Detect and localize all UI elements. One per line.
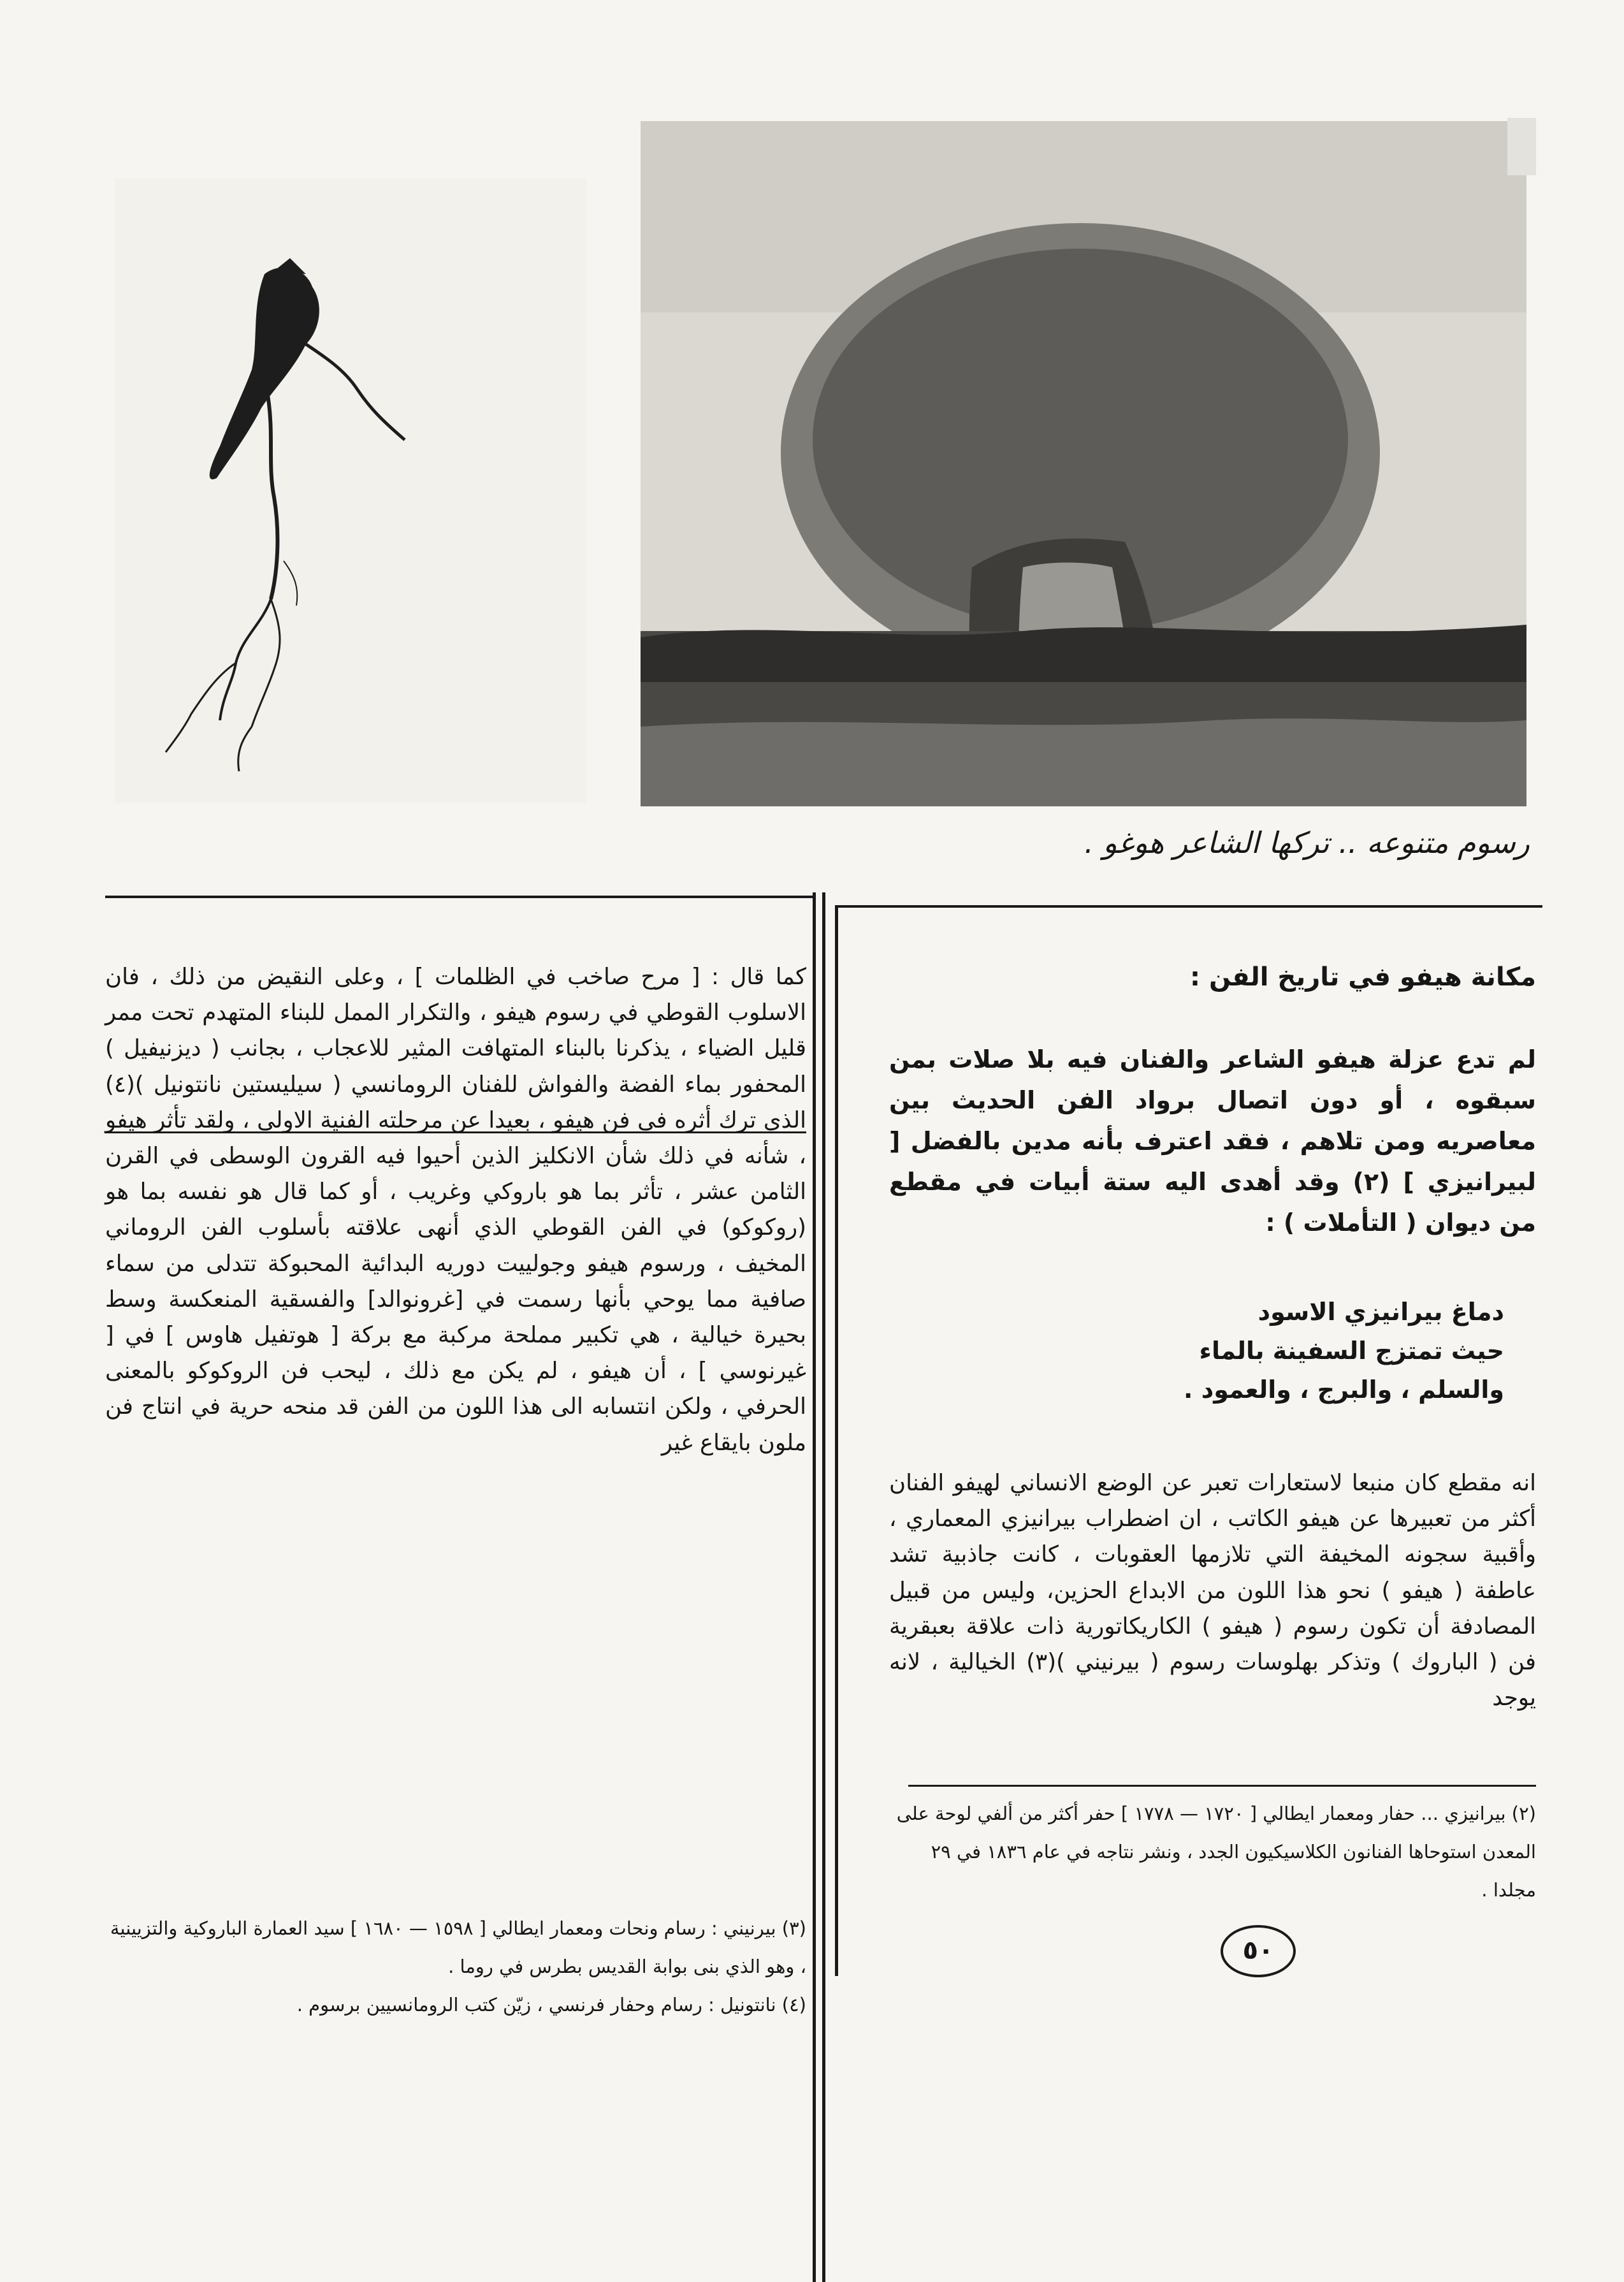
footnote-3: (٣) بيرنيني : رسام ونحات ومعمار ايطالي [ ١٥٩٨ — ١٦٨٠ ] سيد العمارة الباروكية والتزيينية ، وهو الذي بنى بوابة القديس بطرس في روما . xyxy=(110,1917,806,1977)
left-footnotes xyxy=(105,1909,806,2024)
section-heading: مكانة هيفو في تاريخ الفن : xyxy=(1190,963,1536,992)
verse-line-1: دماغ بيرانيزي الاسود xyxy=(1258,1298,1504,1326)
left-column-text xyxy=(105,959,806,1724)
footnote-4: (٤) نانتونيل : رسام وحفار فرنسي ، زيّن كتب الرومانسيين برسوم . xyxy=(296,1994,806,2016)
illustration-figure-left xyxy=(115,178,586,803)
figure-caption: رسوم متنوعه .. تركها الشاعر هوغو . xyxy=(1084,825,1530,860)
frame-top-left-rule xyxy=(105,896,813,898)
right-paragraph: انه مقطع كان منبعا لاستعارات تعبر عن الوضع الانساني لهيفو الفنان أكثر من تعبيرها عن هيفو الكاتب ، ان اضطراب بيرانيزي المعماري ، وأقبية سجونه المخيفة التي تلازمها العقوبات ، كانت جاذبية تشد عاطفة ( هيفو ) نحو هذا اللون من الابداع الحزين، وليس من قبيل المصادفة أن تكون رسوم ( هيفو ) الكاريكاتورية ذات علاقة بعبقرية فن ( الباروك ) وتذكر بهلوسات رسوم ( بيرنيني )(٣) الخيالية ، لانه يوجد xyxy=(889,1470,1536,1712)
right-footnote xyxy=(889,1794,1536,1909)
verse-line-3: والسلم ، والبرج ، والعمود . xyxy=(1184,1376,1504,1404)
left-paragraph: كما قال : [ مرح صاخب في الظلمات ] ، وعلى النقيض من ذلك ، فان الاسلوب القوطي في رسوم هيفو ، والتكرار الممل للبناء المتهدم تحت ممر قليل الضياء ، يذكرنا بالبناء المتهافت المثير للاعجاب ، بجانب ( ديزنيفيل ) المحفور بماء الفضة والفواش للفنان الرومانسي ( سيليستين نانتونيل )(٤) الذي ترك أثره في فن هيفو ، بعيدا عن مرحلته الفنية الاولى ، ولقد تأثر هيفو ، شأنه في ذلك شأن الانكليز الذين أحيوا فيه القرون الوسطى في القرن الثامن عشر ، تأثر بما هو باروكي وغريب ، أو كما قال هو نفسه بما هو (روكوكو) في الفن القوطي الذي أنهى علاقته بأسلوب الفن الروماني المخيف ، ورسوم هيفو وجولييت دوريه البدائية المحبوكة تتدلى من سماء صافية مما يوحي بأنها رسمت في [غرونوالد] والفسقية المنعكسة وسط بحيرة خيالية ، هي تكبير مملحة مركبة مع بركة [ هوتفيل هاوس ] في [ غيرنوسي ] ، أن هيفو ، لم يكن مع ذلك ، ليحب فن الروكوكو بالمعنى الحرفي ، ولكن انتسابه الى هذا اللون من الفن قد منحه حرية في انتاج فن ملون بايقاع غير xyxy=(105,964,806,1456)
footnote-separator-right xyxy=(908,1785,1536,1787)
right-column-text xyxy=(889,963,1536,1716)
verse-line-2: حيث تمتزج السفينة بالماء xyxy=(1199,1337,1504,1365)
ink-painting xyxy=(641,121,1526,806)
verse-block xyxy=(889,1293,1536,1409)
frame-right-vertical xyxy=(835,905,838,1976)
illustration-painting-right xyxy=(641,121,1526,806)
frame-left-vertical xyxy=(813,892,816,2282)
footnote-2: (٢) بيرانيزي ... حفار ومعمار ايطالي [ ١٧٢٠ — ١٧٧٨ ] حفر أكثر من ألفي لوحة على المعدن استوحاها الفنانون الكلاسيكيون الجدد ، ونشر نتاجه في عام ١٨٣٦ في ٢٩ مجلدا . xyxy=(896,1803,1536,1901)
bold-intro-paragraph: لم تدع عزلة هيفو الشاعر والفنان فيه بلا صلات بمن سبقوه ، أو دون اتصال برواد الفن الحديث بين معاصريه ومن تلاهم ، فقد اعترف بأنه مدين بالفضل [ لبيرانيزي ] (٢) وقد أهدى اليه ستة أبيات في مقطع من ديوان ( التأملات ) : xyxy=(889,1045,1536,1237)
page-edge-strip xyxy=(1507,118,1536,175)
ink-figure-drawing xyxy=(115,178,586,803)
frame-top-right-rule xyxy=(835,905,1542,908)
frame-left-vertical-inner xyxy=(822,892,825,2282)
page-number: ٥٠ xyxy=(1221,1925,1296,1977)
